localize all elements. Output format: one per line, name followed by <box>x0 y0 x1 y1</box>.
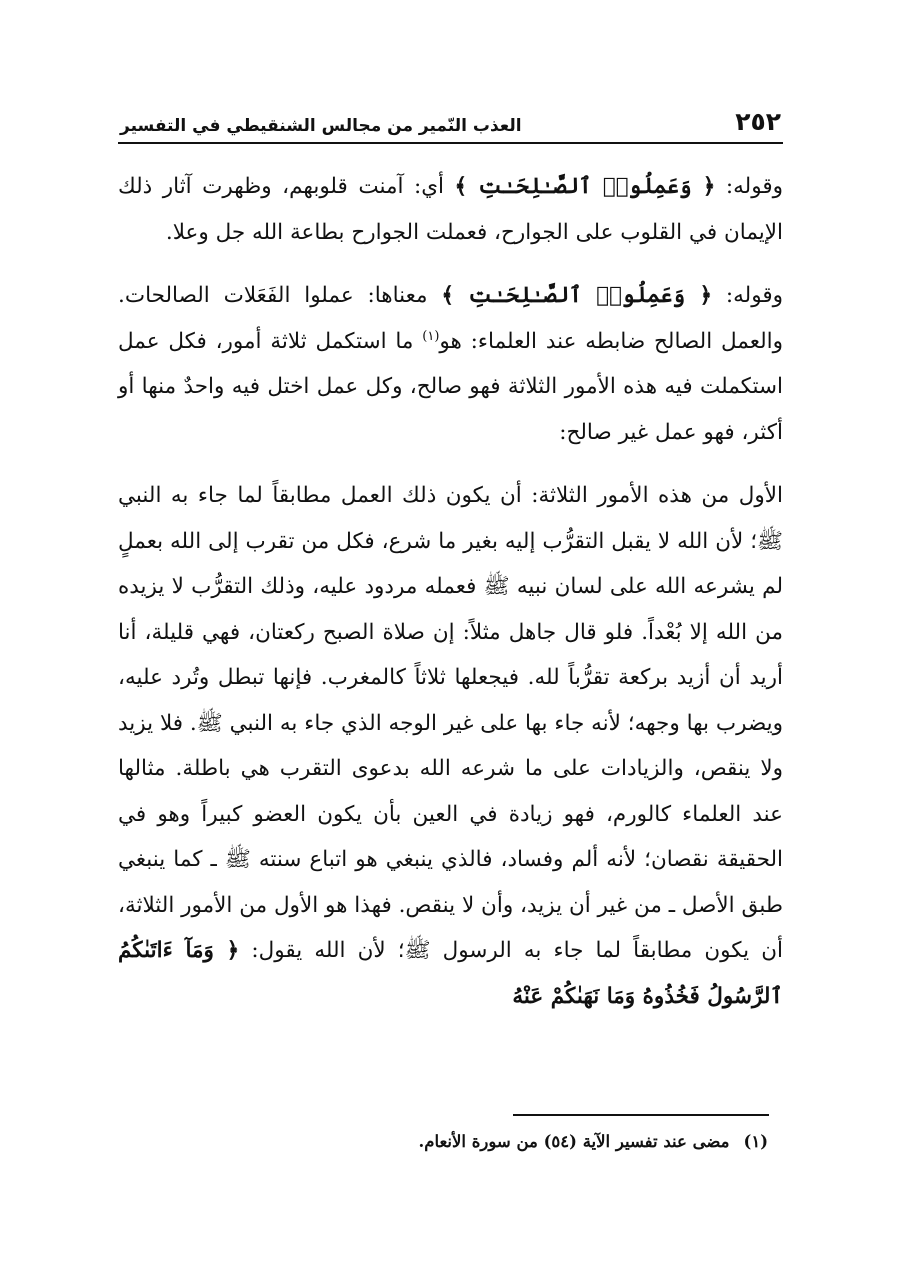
footnote <box>300 1132 768 1151</box>
body-text <box>118 164 783 1019</box>
text-run: معناها: عملوا الفَعَلات الصالحات. والعمل الصالح ضابطه عند العلماء: هو <box>118 283 783 354</box>
footnote-text: مضى عند تفسير الآية (٥٤) من سورة الأنعام. <box>418 1132 730 1151</box>
document-page <box>118 100 783 1019</box>
quran-quote: ﴿ وَعَمِلُوا۟ ٱلصَّـٰلِحَـٰتِ ﴾ <box>441 283 713 308</box>
text-run: ما استكمل ثلاثة أمور، فكل عمل استكملت فيه هذه الأمور الثلاثة فهو صالح، وكل عمل اختل فيه واحدٌ منها أو أكثر، فهو عمل غير صالح: <box>118 328 783 445</box>
quran-quote: ﴿ وَمَآ ءَاتَىٰكُمُ ٱلرَّسُولُ فَخُذُوهُ وَمَا نَهَىٰكُمْ عَنْهُ <box>118 938 783 1009</box>
footnote-divider <box>513 1114 769 1116</box>
footnote-marker: (١) <box>422 328 440 344</box>
text-run: وقوله: <box>715 174 783 199</box>
text-run: الأول من هذه الأمور الثلاثة: أن يكون ذلك العمل مطابقاً لما جاء به النبي ﷺ؛ لأن الله لا يقبل التقرُّب إليه بغير ما شرع، فكل من تقرب إلى الله بعملٍ لم يشرعه الله على لسان نبيه ﷺ فعمله مردود عليه، وذلك التقرُّب لا يزيده من الله إلا بُعْداً. فلو قال جاهل مثلاً: إن صلاة الصبح ركعتان، فهي قليلة، أنا أريد أن أزيد بركعة تقرُّباً لله. فيجعلها ثلاثاً كالمغرب. فإنها تبطل وتُرد عليه، ويضرب بها وجهه؛ لأنه جاء بها على غير الوجه الذي جاء به النبي ﷺ. فلا يزيد ولا ينقص، والزيادات على ما شرعه الله بدعوى التقرب هي باطلة. مثالها عند العلماء كالورم، فهو زيادة في العين بأن يكون العضو كبيراً وهو في الحقيقة نقصان؛ لأنه ألم وفساد، فالذي ينبغي هو اتباع سنته ﷺ ـ كما ينبغي طبق الأصل ـ من غير أن يزيد، وأن لا ينقص. فهذا هو الأول من الأمور الثلاثة، أن يكون مطابقاً لما جاء به الرسول ﷺ؛ لأن الله يقول: <box>118 483 783 963</box>
text-run: أي: آمنت قلوبهم، وظهرت آثار ذلك الإيمان في القلوب على الجوارح، فعملت الجوارح بطاعة الله جل وعلا. <box>118 174 783 245</box>
page-header <box>118 100 783 144</box>
paragraph <box>118 164 783 255</box>
page-number: ٢٥٢ <box>735 107 781 136</box>
quran-quote: ﴿ وَعَمِلُوا۟ ٱلصَّـٰلِحَـٰتِ ﴾ <box>454 174 716 199</box>
running-title: العذب النّمير من مجالس الشنقيطي في التفسير <box>120 116 522 136</box>
footnote-number: (١) <box>743 1132 768 1151</box>
paragraph <box>118 473 783 1019</box>
paragraph <box>118 273 783 455</box>
text-run: وقوله: <box>712 283 783 308</box>
